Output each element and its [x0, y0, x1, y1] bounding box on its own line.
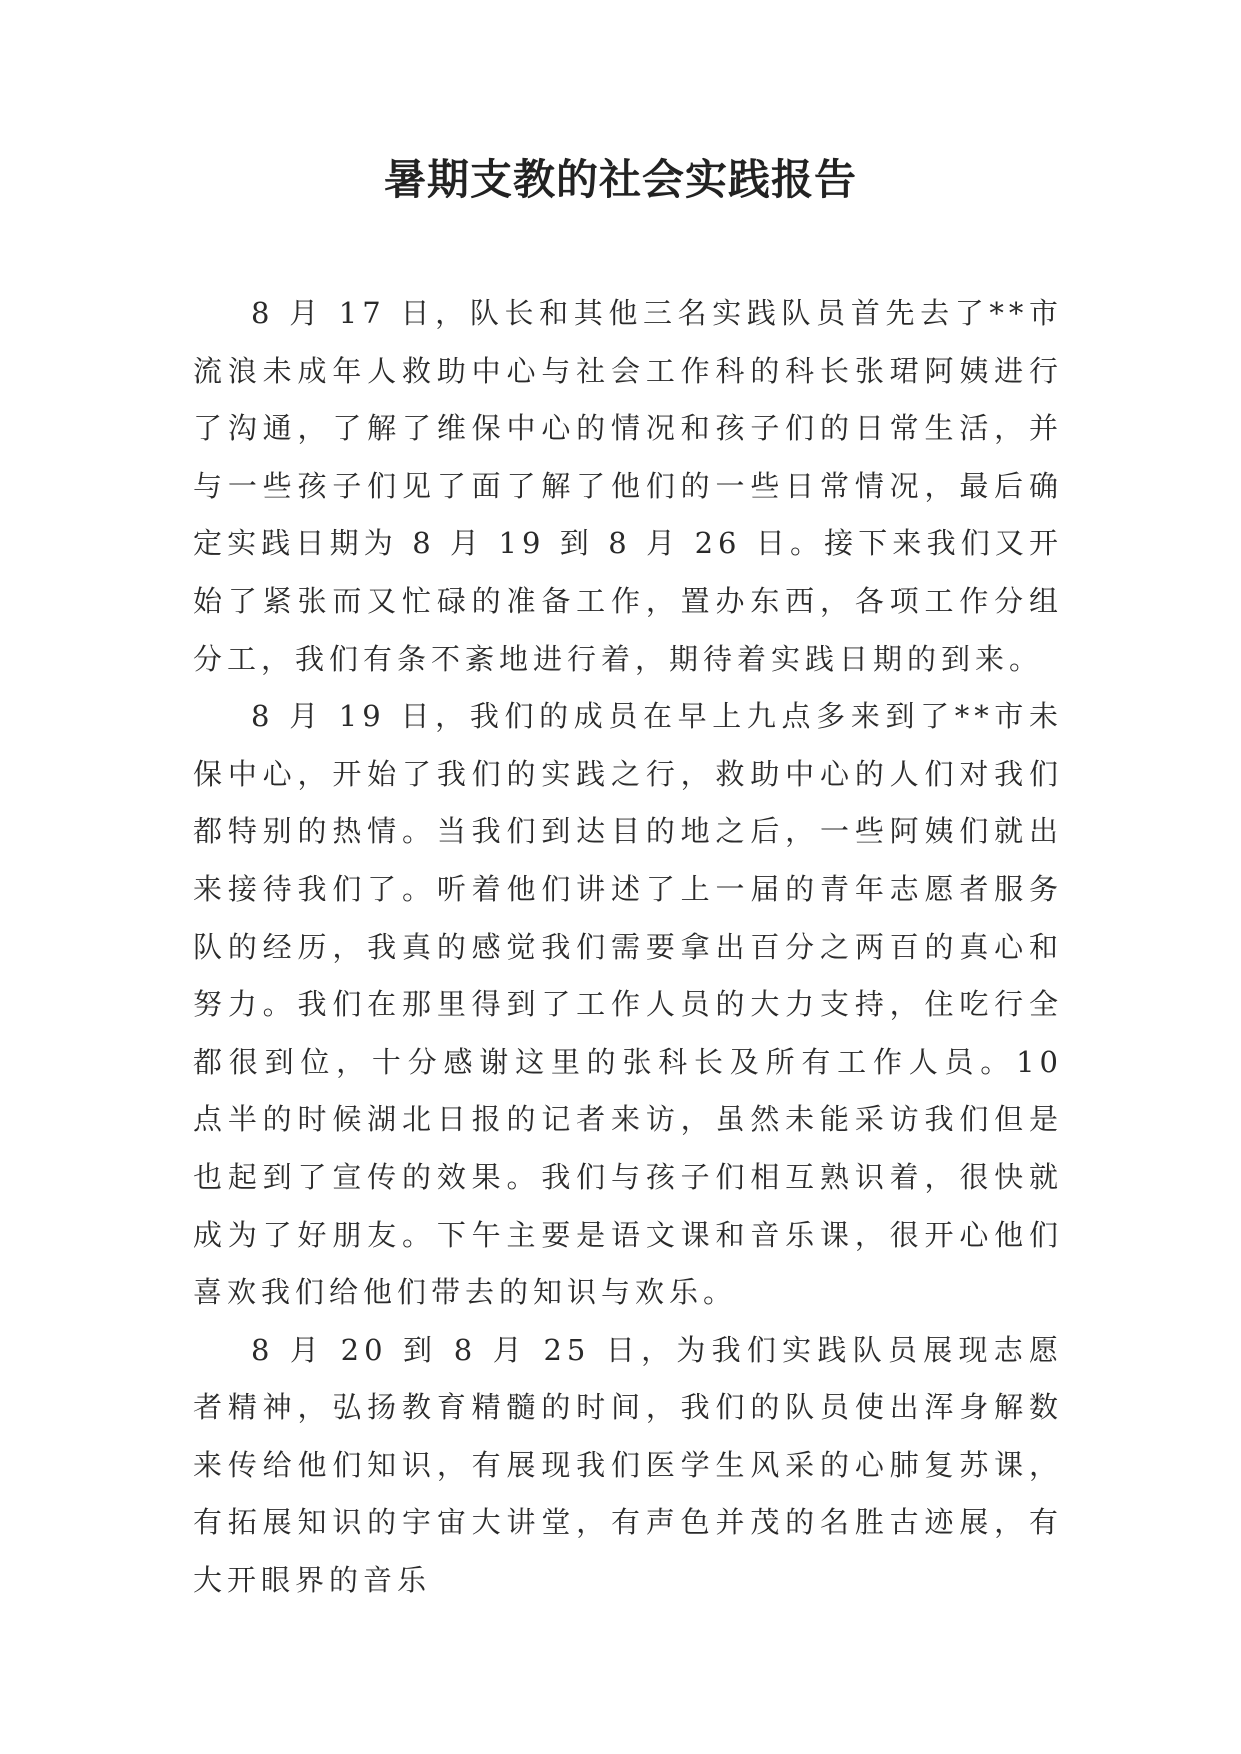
document-title: 暑期支教的社会实践报告	[383, 155, 857, 204]
paragraph: 8 月 19 日，我们的成员在早上九点多来到了**市未保中心，开始了我们的实践之行，救助中心的人们对我们都特别的热情。当我们到达目的地之后，一些阿姨们就出来接待我们了。听着他们讲述了上一届的青年志愿者服务队的经历，我真的感觉我们需要拿出百分之两百的真心和努力。我们在那里得到了工作人员的大力支持，住吃行全都很到位，十分感谢这里的张科长及所有工作人员。10 点半的时候湖北日报的记者来访，虽然未能采访我们但是也起到了宣传的效果。我们与孩子们相互熟识着，很快就成为了好朋友。下午主要是语文课和音乐课，很开心他们喜欢我们给他们带去的知识与欢乐。	[193, 699, 1063, 1310]
document-body	[193, 285, 1063, 1610]
paragraph: 8 月 20 到 8 月 25 日，为我们实践队员展现志愿者精神，弘扬教育精髓的时间，我们的队员使出浑身解数来传给他们知识，有展现我们医学生风采的心肺复苏课，有拓展知识的宇宙大讲堂，有声色并茂的名胜古迹展，有大开眼界的音乐	[193, 1332, 1063, 1598]
paragraph: 8 月 17 日，队长和其他三名实践队员首先去了**市流浪未成年人救助中心与社会工作科的科长张珺阿姨进行了沟通，了解了维保中心的情况和孩子们的日常生活，并与一些孩子们见了面了解了他们的一些日常情况，最后确定实践日期为 8 月 19 到 8 月 26 日。接下来我们又开始了紧张而又忙碌的准备工作，置办东西，各项工作分组分工，我们有条不紊地进行着，期待着实践日期的到来。	[193, 296, 1063, 676]
